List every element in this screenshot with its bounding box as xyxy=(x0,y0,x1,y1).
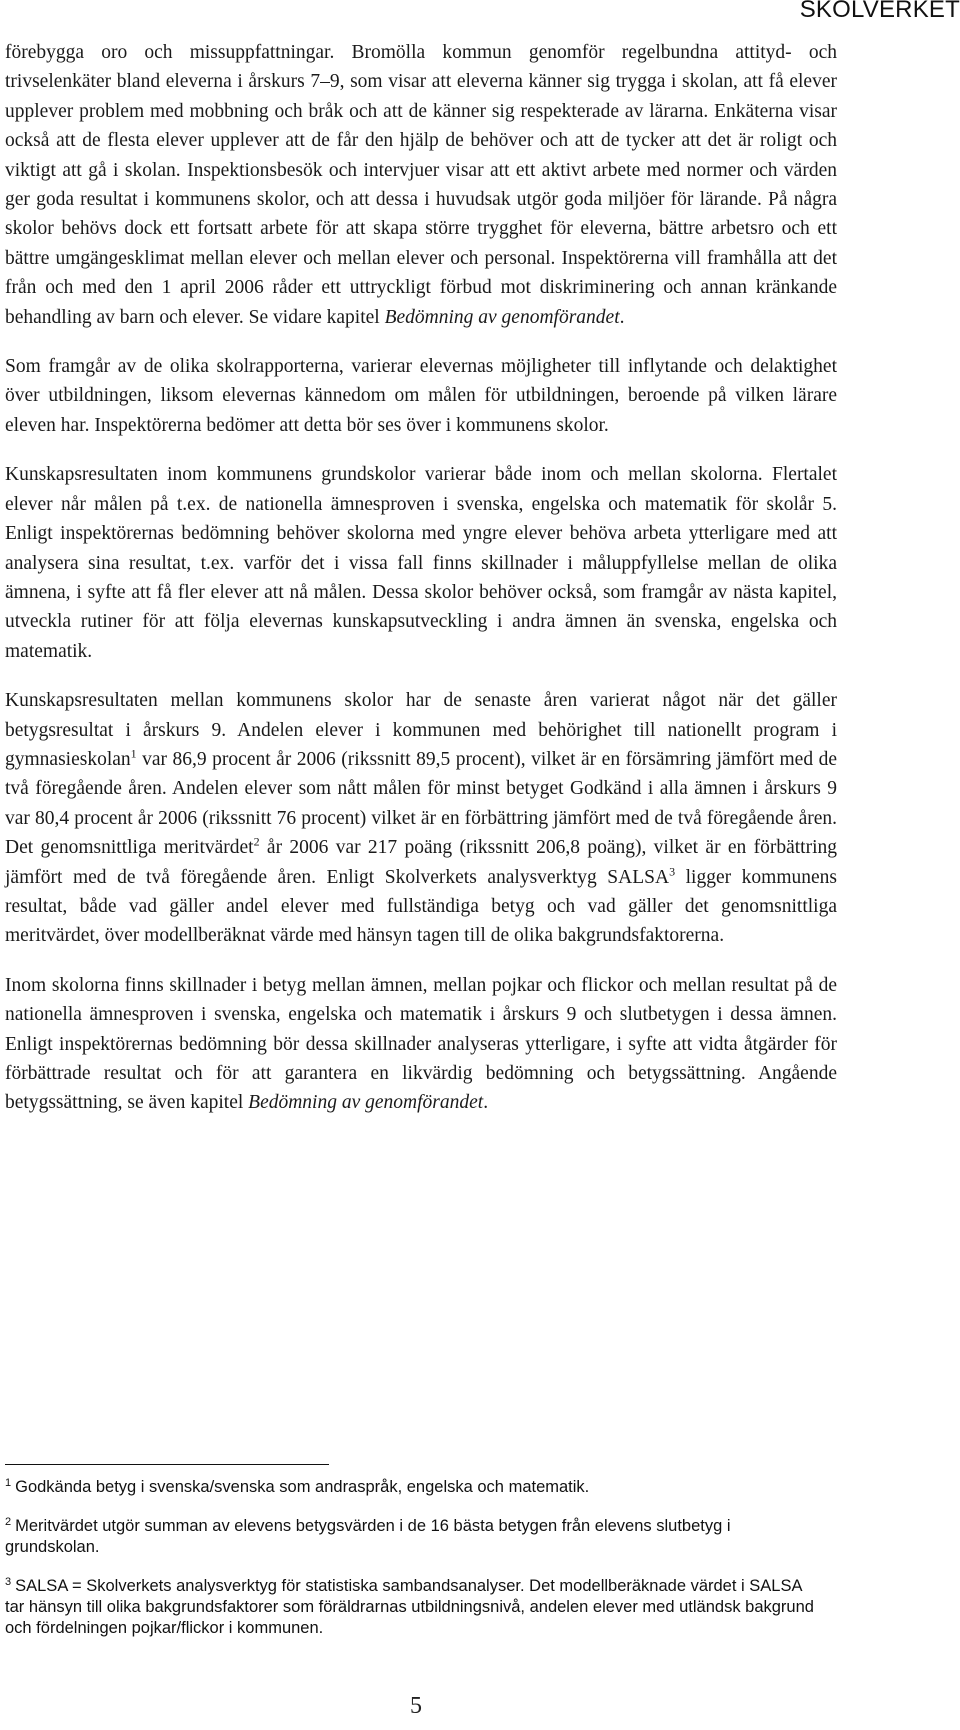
agency-header: SKOLVERKET xyxy=(799,0,960,23)
paragraph-3: Kunskapsresultaten inom kommunens grundskolor varierar både inom och mellan skolorna. Flertalet elever når målen på t.ex. de nationella ämnesproven i svenska, engelska och matematik för skolår 5. Enligt inspektörernas bedömning behöver skolorna med yngre elever behöva arbeta ytterligare med att analysera sina resultat, t.ex. varför det i vissa fall finns skillnader i måluppfyllelse mellan de olika ämnena, i syfte att få fler elever att nå målen. Dessa skolor behöver också, som framgår av nästa kapitel, utveckla rutiner för att följa elevernas kunskapsutveckling i andra ämnen än svenska, engelska och matematik. xyxy=(5,464,837,662)
document-body xyxy=(5,38,837,1138)
paragraph-1: förebygga oro och missuppfattningar. Bromölla kommun genomför regelbundna attityd- och trivselenkäter bland eleverna i årskurs 7–9, som visar att eleverna känner sig trygga i skolan, att få elever upplever problem med mobbning och bråk och att de känner sig respekterade av lärarna. Enkäterna visar också att de flesta elever upplever att de får den hjälp de behöver och att de tycker att det är roligt och viktigt att gå i skolan. Inspektionsbesök och intervjuer visar att ett aktivt arbete med normer och värden ger goda resultat i kommunens skolor, och att dessa i huvudsak utgör goda miljöer för lärande. På några skolor behövs dock ett fortsatt arbete för att skapa större trygghet för eleverna, bättre arbetsro och ett bättre umgängesklimat mellan elever och mellan elever och personal. Inspektörerna vill framhålla att det från och med den 1 april 2006 råder ett uttryckligt förbud mot diskriminering och annan kränkande behandling av barn och elever. Se vidare kapitel Bedömning av genomförandet. xyxy=(5,42,837,328)
chapter-reference: Bedömning av genomförandet xyxy=(248,1092,484,1114)
footnote-text: Meritvärdet utgör summan av elevens betygsvärden i de 16 bästa betygen från elevens slutbetyg i grundskolan. xyxy=(5,1517,731,1556)
page-number: 5 xyxy=(410,1693,422,1719)
footnote-text: Godkända betyg i svenska/svenska som andraspråk, engelska och matematik. xyxy=(15,1478,590,1496)
footnotes xyxy=(5,1477,817,1657)
footnote-ref-1[interactable]: 1 xyxy=(130,746,137,761)
paragraph-4: Kunskapsresultaten mellan kommunens skolor har de senaste åren varierat något när det gäller betygsresultat i årskurs 9. Andelen elever i kommunen med behörighet till nationellt program i gymnasieskolan$^1$ var 86,9 procent år 2006 (rikssnitt 89,5 procent), vilket är en försämring jämfört med de två föregående åren. Andelen elever som nått målen för minst betyget Godkänd i alla ämnen i årskurs 9 var 80,4 procent år 2006 (rikssnitt 76 procent) vilket är en förbättring jämfört med de två föregående åren. Det genomsnittliga meritvärdet$^2$ år 2006 var 217 poäng (rikssnitt 206,8 poäng), vilket är en förbättring jämfört med de två föregående åren. Enligt Skolverkets analysverktyg SALSA$^3$ ligger kommunens resultat, både vad gäller andel elever med fullständiga betyg och vad gäller det genomsnittliga meritvärdet, över modellberäknat värde med hänsyn tagen till de olika bakgrundsfaktorerna. xyxy=(5,690,838,947)
footnote-text: SALSA = Skolverkets analysverktyg för statistiska sambandsanalyser. Det modellberäknade värdet i SALSA tar hänsyn till olika bakgrundsfaktorer som föräldrarnas utbildningsnivå, andelen elever med utländsk bakgrund och fördelningen pojkar/flickor i kommunen. xyxy=(5,1577,814,1637)
paragraph-1-text: förebygga oro och missuppfattningar. Bromölla kommun genomför regelbundna attityd- och trivselenkäter bland eleverna i årskurs 7–9, som visar att eleverna känner sig trygga i skolan, att få elever upplever problem med mobbning och bråk och att de känner sig respekterade av lärarna. Enkäterna visar också att de flesta elever upplever att de får den hjälp de behöver och att de tycker att det är roligt och viktigt att gå i skolan. Inspektionsbesök och intervjuer visar att ett aktivt arbete med normer och värden ger goda resultat i kommunens skolor, och att dessa i huvudsak utgör goda miljöer för lärande. På några skolor behövs dock ett fortsatt arbete för att skapa större trygghet för eleverna, bättre arbetsro och ett bättre umgängesklimat mellan elever och mellan elever och personal. Inspektörerna vill framhålla att det från och med den 1 april 2006 råder ett uttryckligt förbud mot diskriminering och annan kränkande behandling av barn och elever. Se vidare kapitel xyxy=(5,42,837,328)
chapter-reference: Bedömning av genomförandet xyxy=(384,306,620,328)
footnote-marker: 1 xyxy=(5,1476,12,1489)
footnote-1 xyxy=(5,1477,817,1498)
footnote-ref-2[interactable]: 2 xyxy=(253,834,260,849)
footnote-divider xyxy=(5,1464,329,1465)
paragraph-2: Som framgår av de olika skolrapporterna, varierar elevernas möjligheter till inflytande och delaktighet över utbildningen, liksom elevernas kännedom om målen för utbildningen, beroende på vilken lärare eleven har. Inspektörerna bedömer att detta bör ses över i kommunens skolor. xyxy=(5,356,837,436)
footnote-2 xyxy=(5,1516,817,1558)
footnote-marker: 2 xyxy=(5,1515,12,1528)
paragraph-5: Inom skolorna finns skillnader i betyg mellan ämnen, mellan pojkar och flickor och mellan resultat på de nationella ämnesproven i svenska, engelska och matematik i årskurs 9 och slutbetygen i dessa ämnen. Enligt inspektörernas bedömning bör dessa skillnader analyseras ytterligare, i syfte att vidta åtgärder för förbättrade resultat och för att garantera en likvärdig bedömning och betygssättning. Angående betygssättning, se även kapitel Bedömning av genomförandet. xyxy=(5,974,837,1114)
footnote-3 xyxy=(5,1576,817,1639)
footnote-marker: 3 xyxy=(5,1575,12,1588)
footnote-ref-3[interactable]: 3 xyxy=(669,864,676,879)
